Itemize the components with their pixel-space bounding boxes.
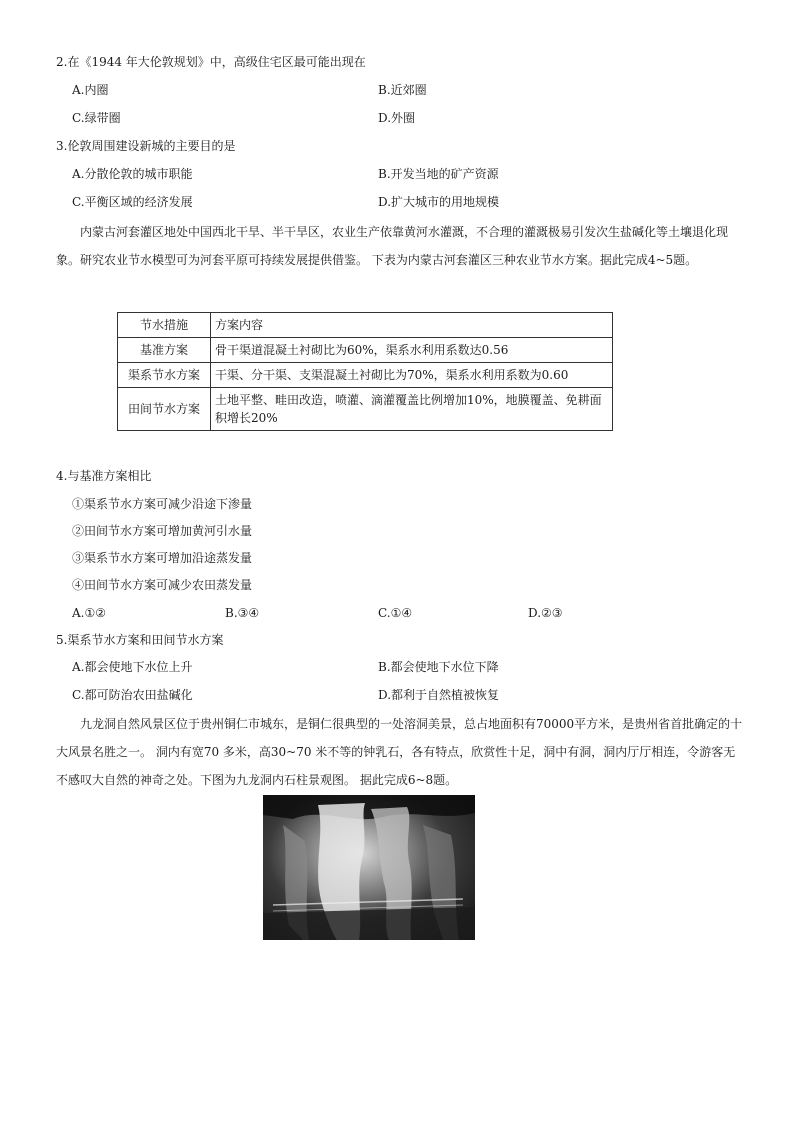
cave-photo-drawing <box>263 795 475 940</box>
question-4-option-b: B.③④ <box>225 606 260 620</box>
question-4-stem: 4.与基准方案相比 <box>56 469 152 483</box>
question-4-statement-1: ①渠系节水方案可减少沿途下渗量 <box>72 497 253 511</box>
question-4-option-a: A.①② <box>72 606 106 620</box>
question-5-stem: 5.渠系节水方案和田间节水方案 <box>56 633 224 647</box>
table-row <box>118 388 613 431</box>
question-4-option-c: C.①④ <box>378 606 413 620</box>
question-5-option-b: B.都会使地下水位下降 <box>378 660 499 674</box>
cave-stone-pillar-photo <box>263 795 475 940</box>
table-row-label: 渠系节水方案 <box>118 363 211 388</box>
question-5-option-a: A.都会使地下水位上升 <box>72 660 193 674</box>
table-row-label: 田间节水方案 <box>118 388 211 431</box>
question-3-option-d: D.扩大城市的用地规模 <box>378 195 500 209</box>
table-row-label: 基准方案 <box>118 338 211 363</box>
table-row <box>118 363 613 388</box>
question-5-option-c: C.都可防治农田盐碱化 <box>72 688 193 702</box>
water-saving-table <box>117 312 613 431</box>
question-2-stem: 2.在《1944 年大伦敦规划》中，高级住宅区最可能出现在 <box>56 55 366 69</box>
table-row <box>118 338 613 363</box>
question-3-option-a: A.分散伦敦的城市职能 <box>72 167 193 181</box>
question-4-statement-3: ③渠系节水方案可增加沿途蒸发量 <box>72 551 253 565</box>
table-row-content: 土地平整、畦田改造，喷灌、滴灌覆盖比例增加10%，地膜覆盖、免耕面积增长20% <box>211 388 613 431</box>
table-header-row <box>118 313 613 338</box>
question-4-statement-4: ④田间节水方案可减少农田蒸发量 <box>72 578 253 592</box>
question-2-option-d: D.外圈 <box>378 111 416 125</box>
question-4-option-d: D.②③ <box>528 606 563 620</box>
table-header-measure: 节水措施 <box>118 313 211 338</box>
question-2-option-b: B.近郊圈 <box>378 83 427 97</box>
question-4-statement-2: ②田间节水方案可增加黄河引水量 <box>72 524 253 538</box>
question-2-option-c: C.绿带圈 <box>72 111 121 125</box>
question-2-option-a: A.内圈 <box>72 83 109 97</box>
question-3-option-b: B.开发当地的矿产资源 <box>378 167 499 181</box>
question-3-option-c: C.平衡区域的经济发展 <box>72 195 193 209</box>
question-3-stem: 3.伦敦周围建设新城的主要目的是 <box>56 139 236 153</box>
passage-hetao: 内蒙古河套灌区地处中国西北干旱、半干旱区，农业生产依靠黄河水灌溉，不合理的灌溉极易引发次生盐碱化等土壤退化现象。研究农业节水模型可为河套平原可持续发展提供借鉴。 下表为内蒙古河套灌区三种农业节水方案。据此完成4~5题。 <box>56 225 729 267</box>
table-row-content: 骨干渠道混凝土衬砌比为60%，渠系水利用系数达0.56 <box>211 338 613 363</box>
table-header-content: 方案内容 <box>211 313 613 338</box>
table-row-content: 干渠、分干渠、支渠混凝土衬砌比为70%，渠系水利用系数为0.60 <box>211 363 613 388</box>
passage-jiulong-cave: 九龙洞自然风景区位于贵州铜仁市城东，是铜仁很典型的一处溶洞美景，总占地面积有70000平方米，是贵州省首批确定的十大风景名胜之一。 洞内有宽70 多米，高30~70 米不等的钟乳石，各有特点，欣赏性十足，洞中有洞，洞内厅厅相连，令游客无不感叹大自然的神奇之处。下图为九龙洞内石柱景观图。 据此完成6~8题。 <box>56 717 743 787</box>
question-5-option-d: D.都利于自然植被恢复 <box>378 688 500 702</box>
